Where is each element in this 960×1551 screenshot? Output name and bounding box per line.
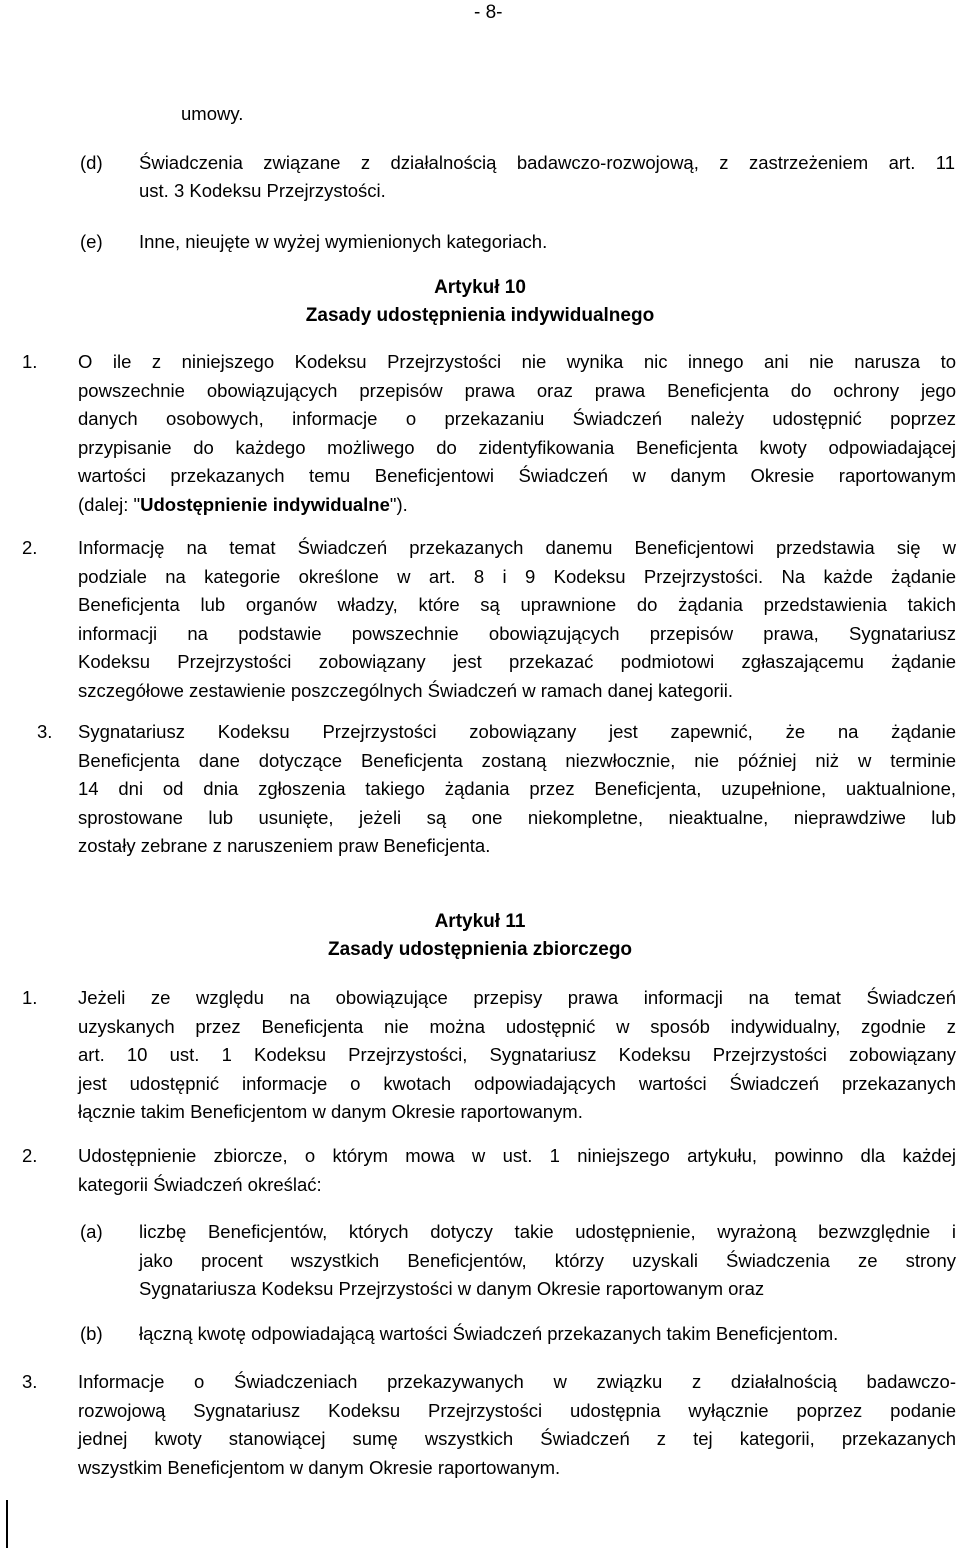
article-10-number: Artykuł 10 bbox=[434, 277, 526, 298]
paragraph-last-line: kategorii Świadczeń określać: bbox=[78, 1173, 322, 1195]
paragraph-line: Beneficjenta dane dotyczące Beneficjenta zostaną niezwłocznie, nie później niż w terminie bbox=[78, 749, 956, 771]
paragraph-line: Informację na temat Świadczeń przekazanych danemu Beneficjentowi przedstawia się w bbox=[78, 537, 956, 558]
list-label-b: (b) bbox=[80, 1323, 103, 1344]
list-d-line2: ust. 3 Kodeksu Przejrzystości. bbox=[139, 180, 386, 201]
paragraph-line: powszechnie obowiązujących przepisów prawa oraz prawa Beneficjenta do ochrony jego bbox=[78, 379, 956, 401]
article-11-number: Artykuł 11 bbox=[434, 911, 526, 932]
item-a-body bbox=[139, 1218, 956, 1304]
paragraph-line: O ile z niniejszego Kodeksu Przejrzystości nie wynika nic innego ani nie narusza to bbox=[78, 351, 956, 372]
page-number: - 8- bbox=[474, 2, 503, 23]
art10-p2-body bbox=[78, 534, 956, 705]
art10-p1-number: 1. bbox=[22, 351, 38, 372]
paragraph-last-line: łącznie takim Beneficjentom w danym Okresie raportowanym. bbox=[78, 1101, 583, 1122]
paragraph-line: danych osobowych, informacje o przekazaniu Świadczeń należy udostępnić poprzez bbox=[78, 408, 956, 429]
paragraph-line: przypisanie do każdego możliwego do zidentyfikowania Beneficjenta kwoty odpowiadającej bbox=[78, 436, 956, 458]
art11-p2-number: 2. bbox=[22, 1145, 38, 1166]
paragraph-line: jednej kwoty stanowiącej sumę wszystkich Świadczeń z tej kategorii, przekazanych bbox=[78, 1428, 956, 1449]
paragraph-line: Beneficjenta lub organów władzy, które są uprawnione do żądania przedstawienia takich bbox=[78, 594, 956, 615]
paragraph-last-line: zostały zebrane z naruszeniem praw Beneficjenta. bbox=[78, 835, 491, 856]
paragraph-last-line: szczegółowe zestawienie poszczególnych Świadczeń w ramach danej kategorii. bbox=[78, 679, 734, 701]
list-e-text: Inne, nieujęte w wyżej wymienionych kategoriach. bbox=[139, 231, 548, 252]
paragraph-line: Informacje o Świadczeniach przekazywanych w związku z działalnością badawczo- bbox=[78, 1371, 956, 1392]
defined-term: Udostępnienie indywidualne bbox=[140, 493, 390, 515]
list-label-d: (d) bbox=[80, 152, 103, 173]
margin-change-bar bbox=[6, 1500, 8, 1548]
paragraph-line: uzyskanych przez Beneficjenta nie można udostępnić w sposób indywidualny, zgodnie z bbox=[78, 1015, 956, 1037]
list-label-a: (a) bbox=[80, 1221, 103, 1242]
art11-p3-number: 3. bbox=[22, 1371, 38, 1392]
article-11-title: Zasady udostępnienia zbiorczego bbox=[327, 939, 633, 960]
paragraph-line: liczbę Beneficjentów, których dotyczy takie udostępnienie, wyrażoną bezwzględnie i bbox=[139, 1221, 956, 1242]
art10-p3-number: 3. bbox=[37, 721, 53, 742]
paragraph-line: art. 10 ust. 1 Kodeksu Przejrzystości, Sygnatariusz Kodeksu Przejrzystości zobowiązany bbox=[78, 1044, 956, 1065]
paragraph-line: 14 dni od dnia zgłoszenia takiego żądania przez Beneficjenta, uzupełnione, uaktualnione, bbox=[78, 778, 956, 799]
paragraph-line: podziale na kategorie określone w art. 8 i 9 Kodeksu Przejrzystości. Na każde żądanie bbox=[78, 565, 956, 587]
art11-p1-body bbox=[78, 984, 956, 1127]
paragraph-line: wartości przekazanych temu Beneficjentowi Świadczeń w danym Okresie raportowanym bbox=[78, 465, 956, 486]
continuation-text: umowy. bbox=[181, 103, 244, 124]
paragraph-last-line bbox=[78, 491, 956, 520]
paragraph-last-line: Sygnatariusza Kodeksu Przejrzystości w danym Okresie raportowanym oraz bbox=[139, 1278, 765, 1299]
definition-prefix: (dalej: " bbox=[78, 493, 141, 515]
paragraph-line: jest udostępnić informacje o kwotach odpowiadających wartości Świadczeń przekazanych bbox=[78, 1072, 956, 1094]
art11-p3-body bbox=[78, 1368, 956, 1482]
paragraph-line: Kodeksu Przejrzystości zobowiązany jest przekazać podmiotowi zgłaszającemu żądanie bbox=[78, 651, 956, 672]
item-b-text: łączną kwotę odpowiadającą wartości Świadczeń przekazanych takim Beneficjentom. bbox=[139, 1323, 839, 1344]
art11-p2-body bbox=[78, 1142, 956, 1199]
paragraph-line: sprostowane lub usunięte, jeżeli są one niekompletne, nieaktualne, nieprawdziwe lub bbox=[78, 806, 956, 828]
paragraph-line: jako procent wszystkich Beneficjentów, którzy uzyskali Świadczenia ze strony bbox=[139, 1249, 956, 1271]
art10-p2-number: 2. bbox=[22, 537, 38, 558]
article-10-title: Zasady udostępnienia indywidualnego bbox=[305, 305, 655, 326]
paragraph-line: rozwojową Sygnatariusz Kodeksu Przejrzystości udostępnia wyłącznie poprzez podanie bbox=[78, 1399, 956, 1421]
paragraph-line: Sygnatariusz Kodeksu Przejrzystości zobowiązany jest zapewnić, że na żądanie bbox=[78, 721, 956, 742]
art10-p1-body bbox=[78, 348, 956, 519]
list-d-line1: Świadczenia związane z działalnością badawczo-rozwojową, z zastrzeżeniem art. 11 bbox=[139, 152, 955, 173]
definition-suffix: "). bbox=[389, 493, 408, 515]
art11-p1-number: 1. bbox=[22, 987, 38, 1008]
paragraph-line: informacji na podstawie powszechnie obowiązujących przepisów prawa, Sygnatariusz bbox=[78, 622, 956, 644]
paragraph-last-line: wszystkim Beneficjentom w danym Okresie raportowanym. bbox=[78, 1456, 561, 1478]
art10-p3-body bbox=[78, 718, 956, 861]
paragraph-line: Udostępnienie zbiorcze, o którym mowa w ust. 1 niniejszego artykułu, powinno dla każdej bbox=[78, 1145, 956, 1166]
list-label-e: (e) bbox=[80, 231, 103, 252]
paragraph-line: Jeżeli ze względu na obowiązujące przepisy prawa informacji na temat Świadczeń bbox=[78, 987, 956, 1008]
